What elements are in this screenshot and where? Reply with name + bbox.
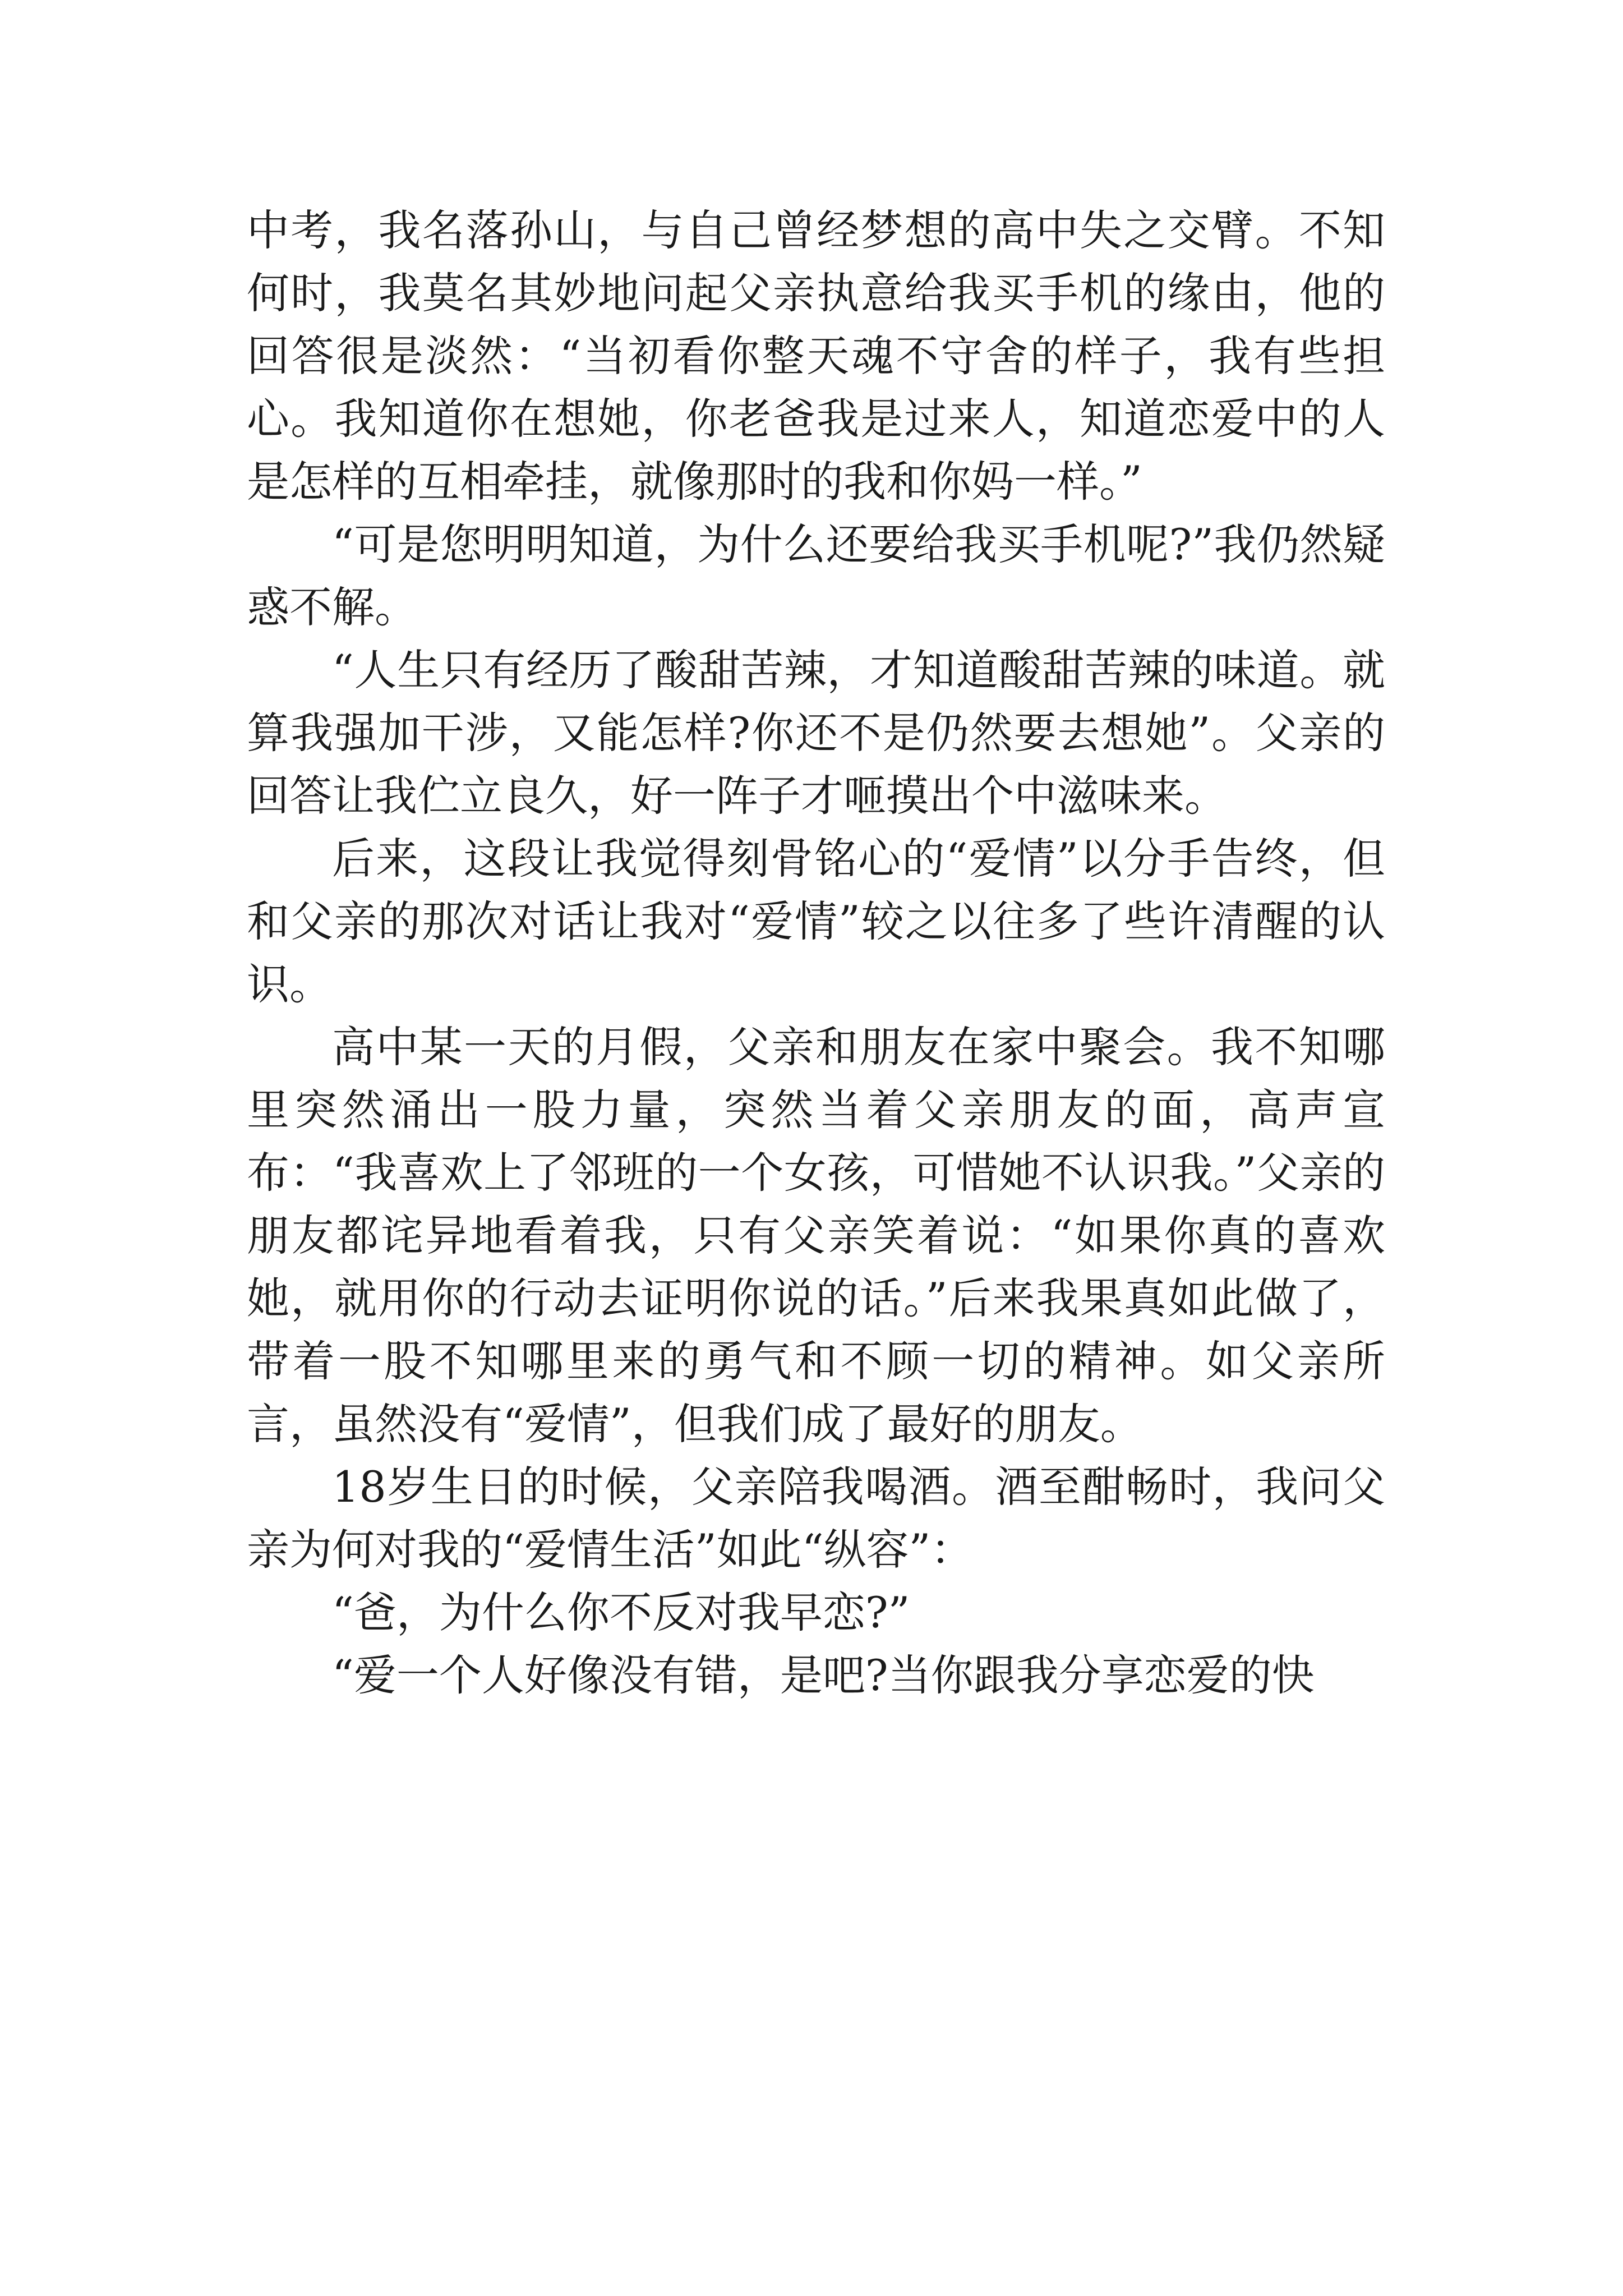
paragraph-8: “爱一个人好像没有错，是吧?当你跟我分享恋爱的快 <box>332 1650 1315 1700</box>
document-page <box>247 199 1385 1707</box>
paragraph-4: 后来，这段让我觉得刻骨铭心的“爱情”以分手告终，但和父亲的那次对话让我对“爱情”较之以往多了些许清醒的认识。 <box>247 834 1385 1009</box>
paragraph-1: 中考，我名落孙山，与自己曾经梦想的高中失之交臂。不知何时，我莫名其妙地问起父亲执意给我买手机的缘由，他的回答很是淡然：“当初看你整天魂不守舍的样子，我有些担心。我知道你在想她，你老爸我是过来人，知道恋爱中的人是怎样的互相牵挂，就像那时的我和你妈一样。” <box>247 205 1385 507</box>
paragraph-7: “爸，为什么你不反对我早恋?” <box>332 1588 910 1637</box>
paragraph-3: “人生只有经历了酸甜苦辣，才知道酸甜苦辣的味道。就算我强加干涉，又能怎样?你还不是仍然要去想她”。父亲的回答让我伫立良久，好一阵子才咂摸出个中滋味来。 <box>247 645 1385 821</box>
paragraph-6: 18岁生日的时候，父亲陪我喝酒。酒至酣畅时，我问父亲为何对我的“爱情生活”如此“纵容”： <box>247 1462 1385 1575</box>
paragraph-2: “可是您明明知道，为什么还要给我买手机呢?”我仍然疑惑不解。 <box>247 519 1385 632</box>
paragraph-5: 高中某一天的月假，父亲和朋友在家中聚会。我不知哪里突然涌出一股力量，突然当着父亲朋友的面，高声宣布：“我喜欢上了邻班的一个女孩，可惜她不认识我。”父亲的朋友都诧异地看着我，只有父亲笑着说：“如果你真的喜欢她，就用你的行动去证明你说的话。”后来我果真如此做了，带着一股不知哪里来的勇气和不顾一切的精神。如父亲所言，虽然没有“爱情”，但我们成了最好的朋友。 <box>247 1022 1385 1449</box>
